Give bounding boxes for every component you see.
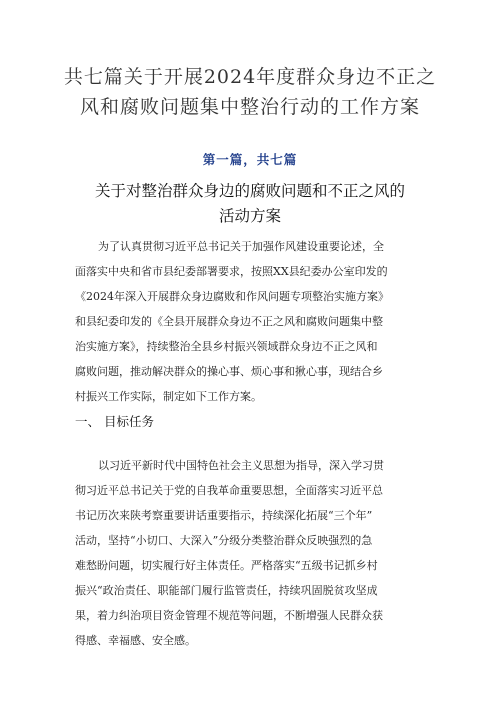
section-label: 第一篇，共七篇: [202, 152, 298, 167]
paragraph-line: 以习近平新时代中国特色社会主义思想为指导，深入学习贯: [98, 459, 384, 472]
paragraph-line: 《2024年深入开展群众身边腐败和作风问题专项整治实施方案》: [75, 290, 389, 303]
paragraph-line: 腐败问题，推动解决群众的操心事、烦心事和揪心事，现结合乡: [75, 365, 383, 378]
plan-title-line: 关于对整治群众身边的腐败问题和不正之风的: [94, 182, 405, 200]
document-title-line: 共七篇关于开展2024年度群众身边不正之: [63, 66, 437, 88]
paragraph-line: 为了认真贯彻习近平总书记关于加强作风建设重要论述，全: [98, 240, 384, 253]
paragraph-line: 和县纪委印发的《全县开展群众身边不正之风和腐败问题集中整: [75, 315, 383, 328]
paragraph-line: 得感、幸福感、安全感。: [75, 634, 196, 647]
plan-title: [40, 179, 460, 229]
intro-paragraph: [75, 234, 425, 409]
paragraph-line: 振兴“政治责任、职能部门履行监管责任，持续巩固脱贫攻坚成: [75, 584, 378, 597]
paragraph-line: 彻习近平总书记关于党的自我革命重要思想，全面落实习近平总: [75, 484, 383, 497]
plan-title-line: 活动方案: [218, 207, 281, 225]
document-title: [40, 62, 460, 122]
paragraph-line: 村振兴工作实际，制定如下工作方案。: [75, 390, 262, 403]
section-heading: 一、 目标任务: [75, 414, 154, 429]
paragraph-line: 治实施方案》，持续整治全县乡村振兴领域群众身边不正之风和: [75, 340, 378, 353]
paragraph-line: 果，着力纠治项目资金管理不规范等问题，不断增强人民群众获: [75, 609, 383, 622]
document-title-line: 风和腐败问题集中整治行动的工作方案: [79, 96, 420, 118]
paragraph-line: 面落实中央和省市县纪委部署要求，按照XX县纪委办公室印发的: [75, 265, 388, 278]
paragraph-line: 书记历次来陕考察重要讲话重要指示，持续深化拓展“三个年”: [75, 509, 373, 522]
goals-paragraph: [75, 453, 425, 653]
paragraph-line: 活动，坚持“小切口、大深入”分级分类整治群众反映强烈的急: [75, 534, 373, 547]
paragraph-line: 难愁盼问题，切实履行好主体责任。严格落实“五级书记抓乡村: [75, 559, 378, 572]
